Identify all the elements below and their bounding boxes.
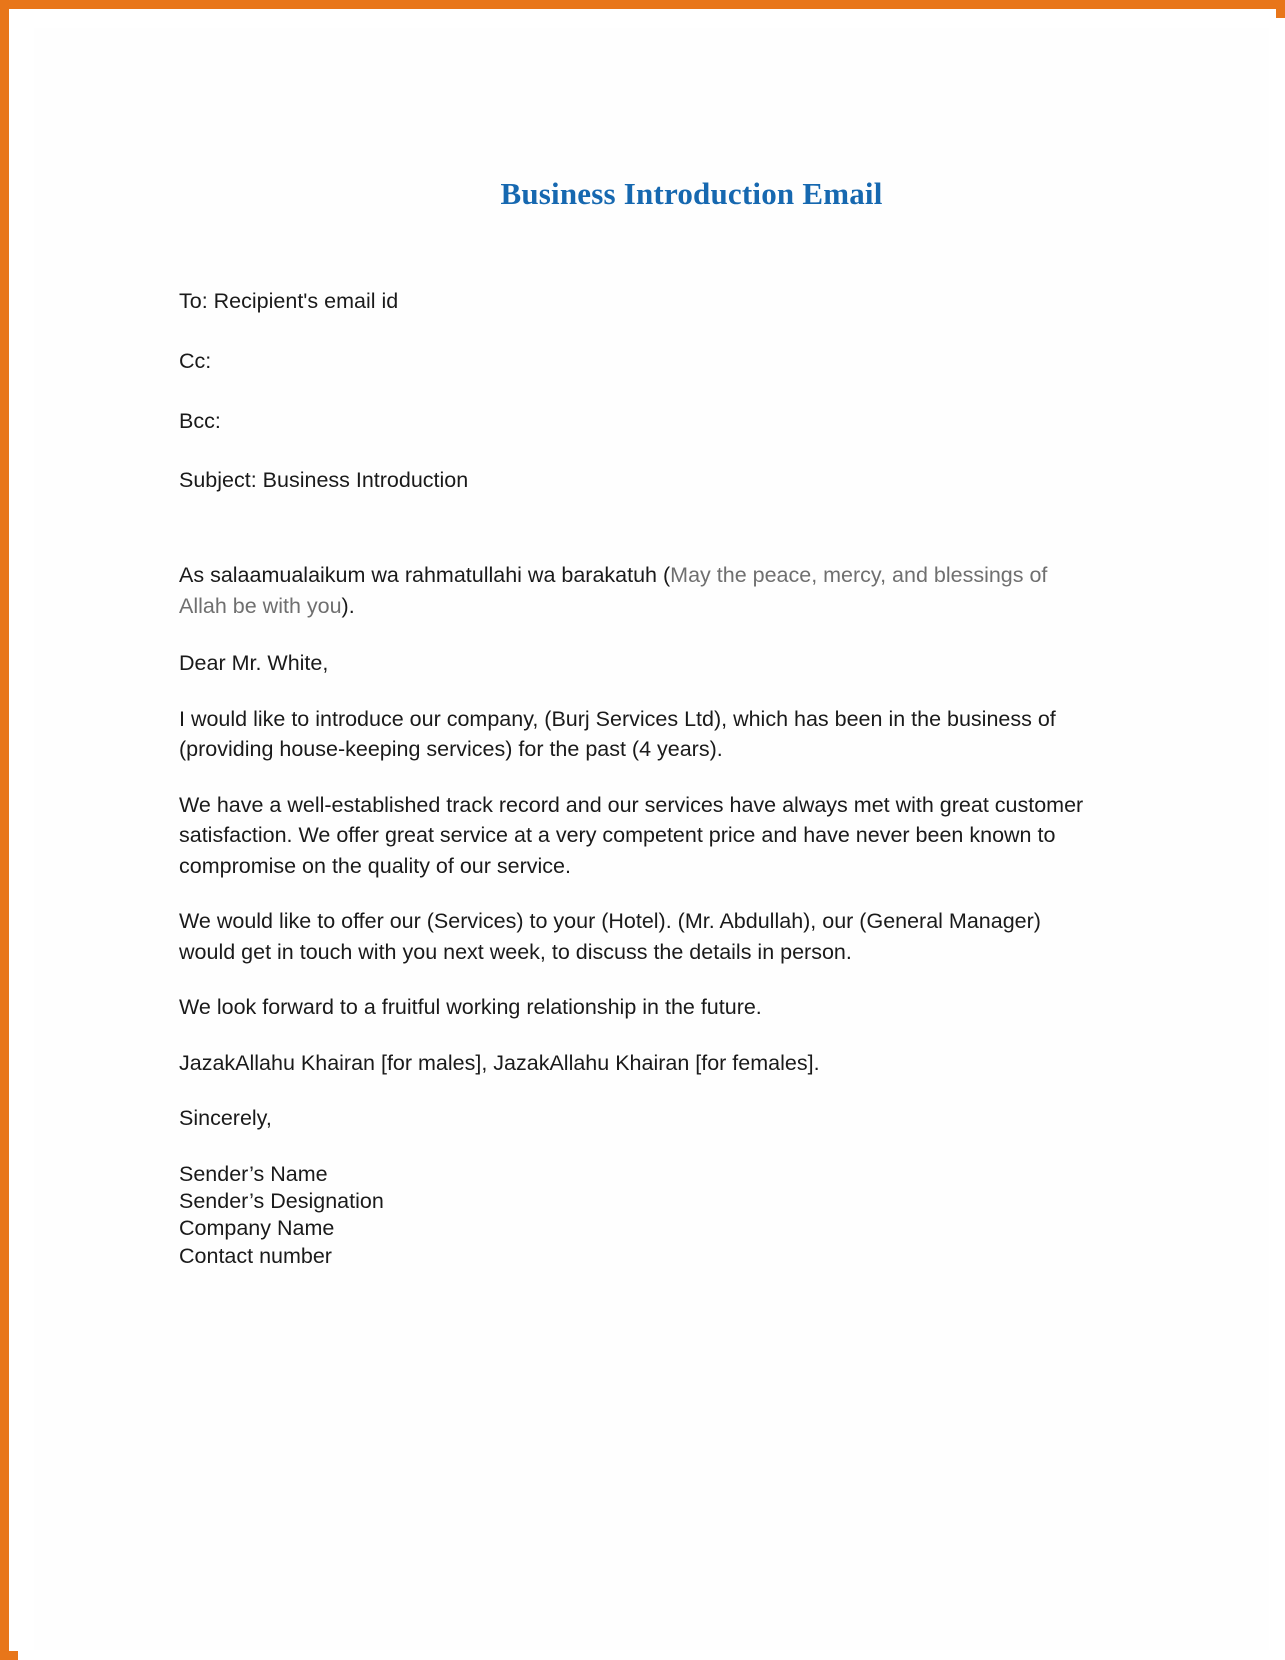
signature-sender-name: Sender’s Name bbox=[179, 1161, 328, 1186]
email-field-bcc: Bcc: bbox=[179, 408, 221, 433]
closing-line: Sincerely, bbox=[179, 1106, 272, 1131]
document-page bbox=[18, 18, 1285, 1660]
email-body bbox=[179, 560, 1094, 1270]
email-field-cc: Cc: bbox=[179, 348, 212, 373]
email-field-to: To: Recipient's email id bbox=[179, 289, 399, 313]
email-header-fields bbox=[179, 289, 1094, 494]
page-inner-surface bbox=[34, 28, 1269, 1650]
islamic-greeting-paragraph bbox=[179, 560, 1094, 621]
signature-block bbox=[179, 1161, 1094, 1270]
body-paragraph-track-record: We have a well-established track record and our services have always met with great customer satisfaction. We offer great service at a very competent price and have never been known to compromise on the quality of our service. bbox=[179, 792, 1084, 878]
greeting-salutation-text: As salaamualaikum wa rahmatullahi wa barakatuh bbox=[179, 563, 663, 588]
body-paragraph-service-offer: We would like to offer our (Services) to your (Hotel). (Mr. Abdullah), our (General Manager) would get in touch with you next week, to discuss the details in person. bbox=[179, 909, 1041, 964]
email-field-subject: Subject: Business Introduction bbox=[179, 468, 469, 493]
page-title: Business Introduction Email bbox=[500, 176, 883, 211]
signature-company-name: Company Name bbox=[179, 1216, 335, 1241]
greeting-open-paren: ( bbox=[663, 563, 671, 588]
body-paragraph-look-forward: We look forward to a fruitful working relationship in the future. bbox=[179, 995, 762, 1020]
salutation-line: Dear Mr. White, bbox=[179, 651, 329, 676]
signature-contact-number: Contact number bbox=[179, 1243, 332, 1268]
body-paragraph-jazakallahu: JazakAllahu Khairan [for males], JazakAllahu Khairan [for females]. bbox=[179, 1050, 820, 1075]
greeting-close-paren: ). bbox=[341, 593, 355, 618]
body-paragraph-company-introduction: I would like to introduce our company, (Burj Services Ltd), which has been in the business of (providing house-keeping services) for the past (4 years). bbox=[179, 706, 1056, 762]
greeting-translation-text: May the peace, mercy, and blessings of Allah be with you bbox=[179, 563, 1048, 618]
document-content bbox=[179, 28, 1094, 1270]
signature-sender-designation: Sender’s Designation bbox=[179, 1189, 384, 1214]
